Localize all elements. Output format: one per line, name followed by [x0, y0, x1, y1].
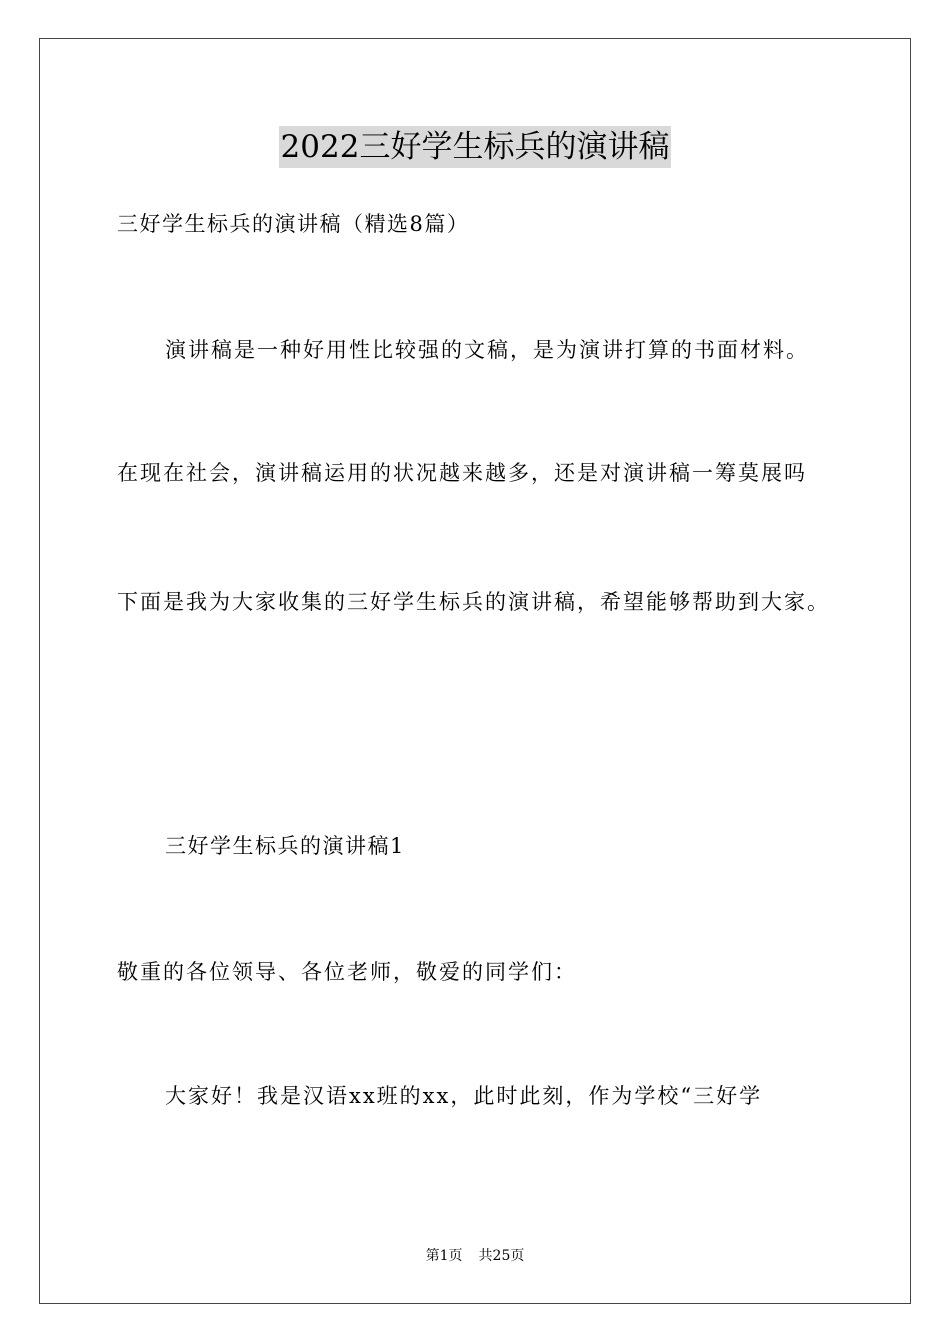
title-container	[0, 126, 950, 168]
speech-greeting: 敬重的各位领导、各位老师，敬爱的同学们：	[117, 960, 577, 984]
section-heading: 三好学生标兵的演讲稿1	[165, 834, 405, 858]
paragraph-intro: 演讲稿是一种好用性比较强的文稿，是为演讲打算的书面材料。	[165, 338, 809, 362]
document-title: 2022三好学生标兵的演讲稿	[279, 126, 672, 168]
page-total: 共25页	[478, 1248, 525, 1264]
paragraph-collection: 下面是我为大家收集的三好学生标兵的演讲稿，希望能够帮助到大家。	[117, 590, 830, 614]
page-number: 第1页	[425, 1248, 463, 1264]
document-subtitle: 三好学生标兵的演讲稿（精选8篇）	[117, 212, 470, 236]
page-footer	[0, 1246, 950, 1266]
speech-body-line: 大家好！我是汉语xx班的xx，此时此刻，作为学校“三好学	[165, 1084, 763, 1108]
paragraph-context: 在现在社会，演讲稿运用的状况越来越多，还是对演讲稿一筹莫展吗	[117, 461, 807, 485]
